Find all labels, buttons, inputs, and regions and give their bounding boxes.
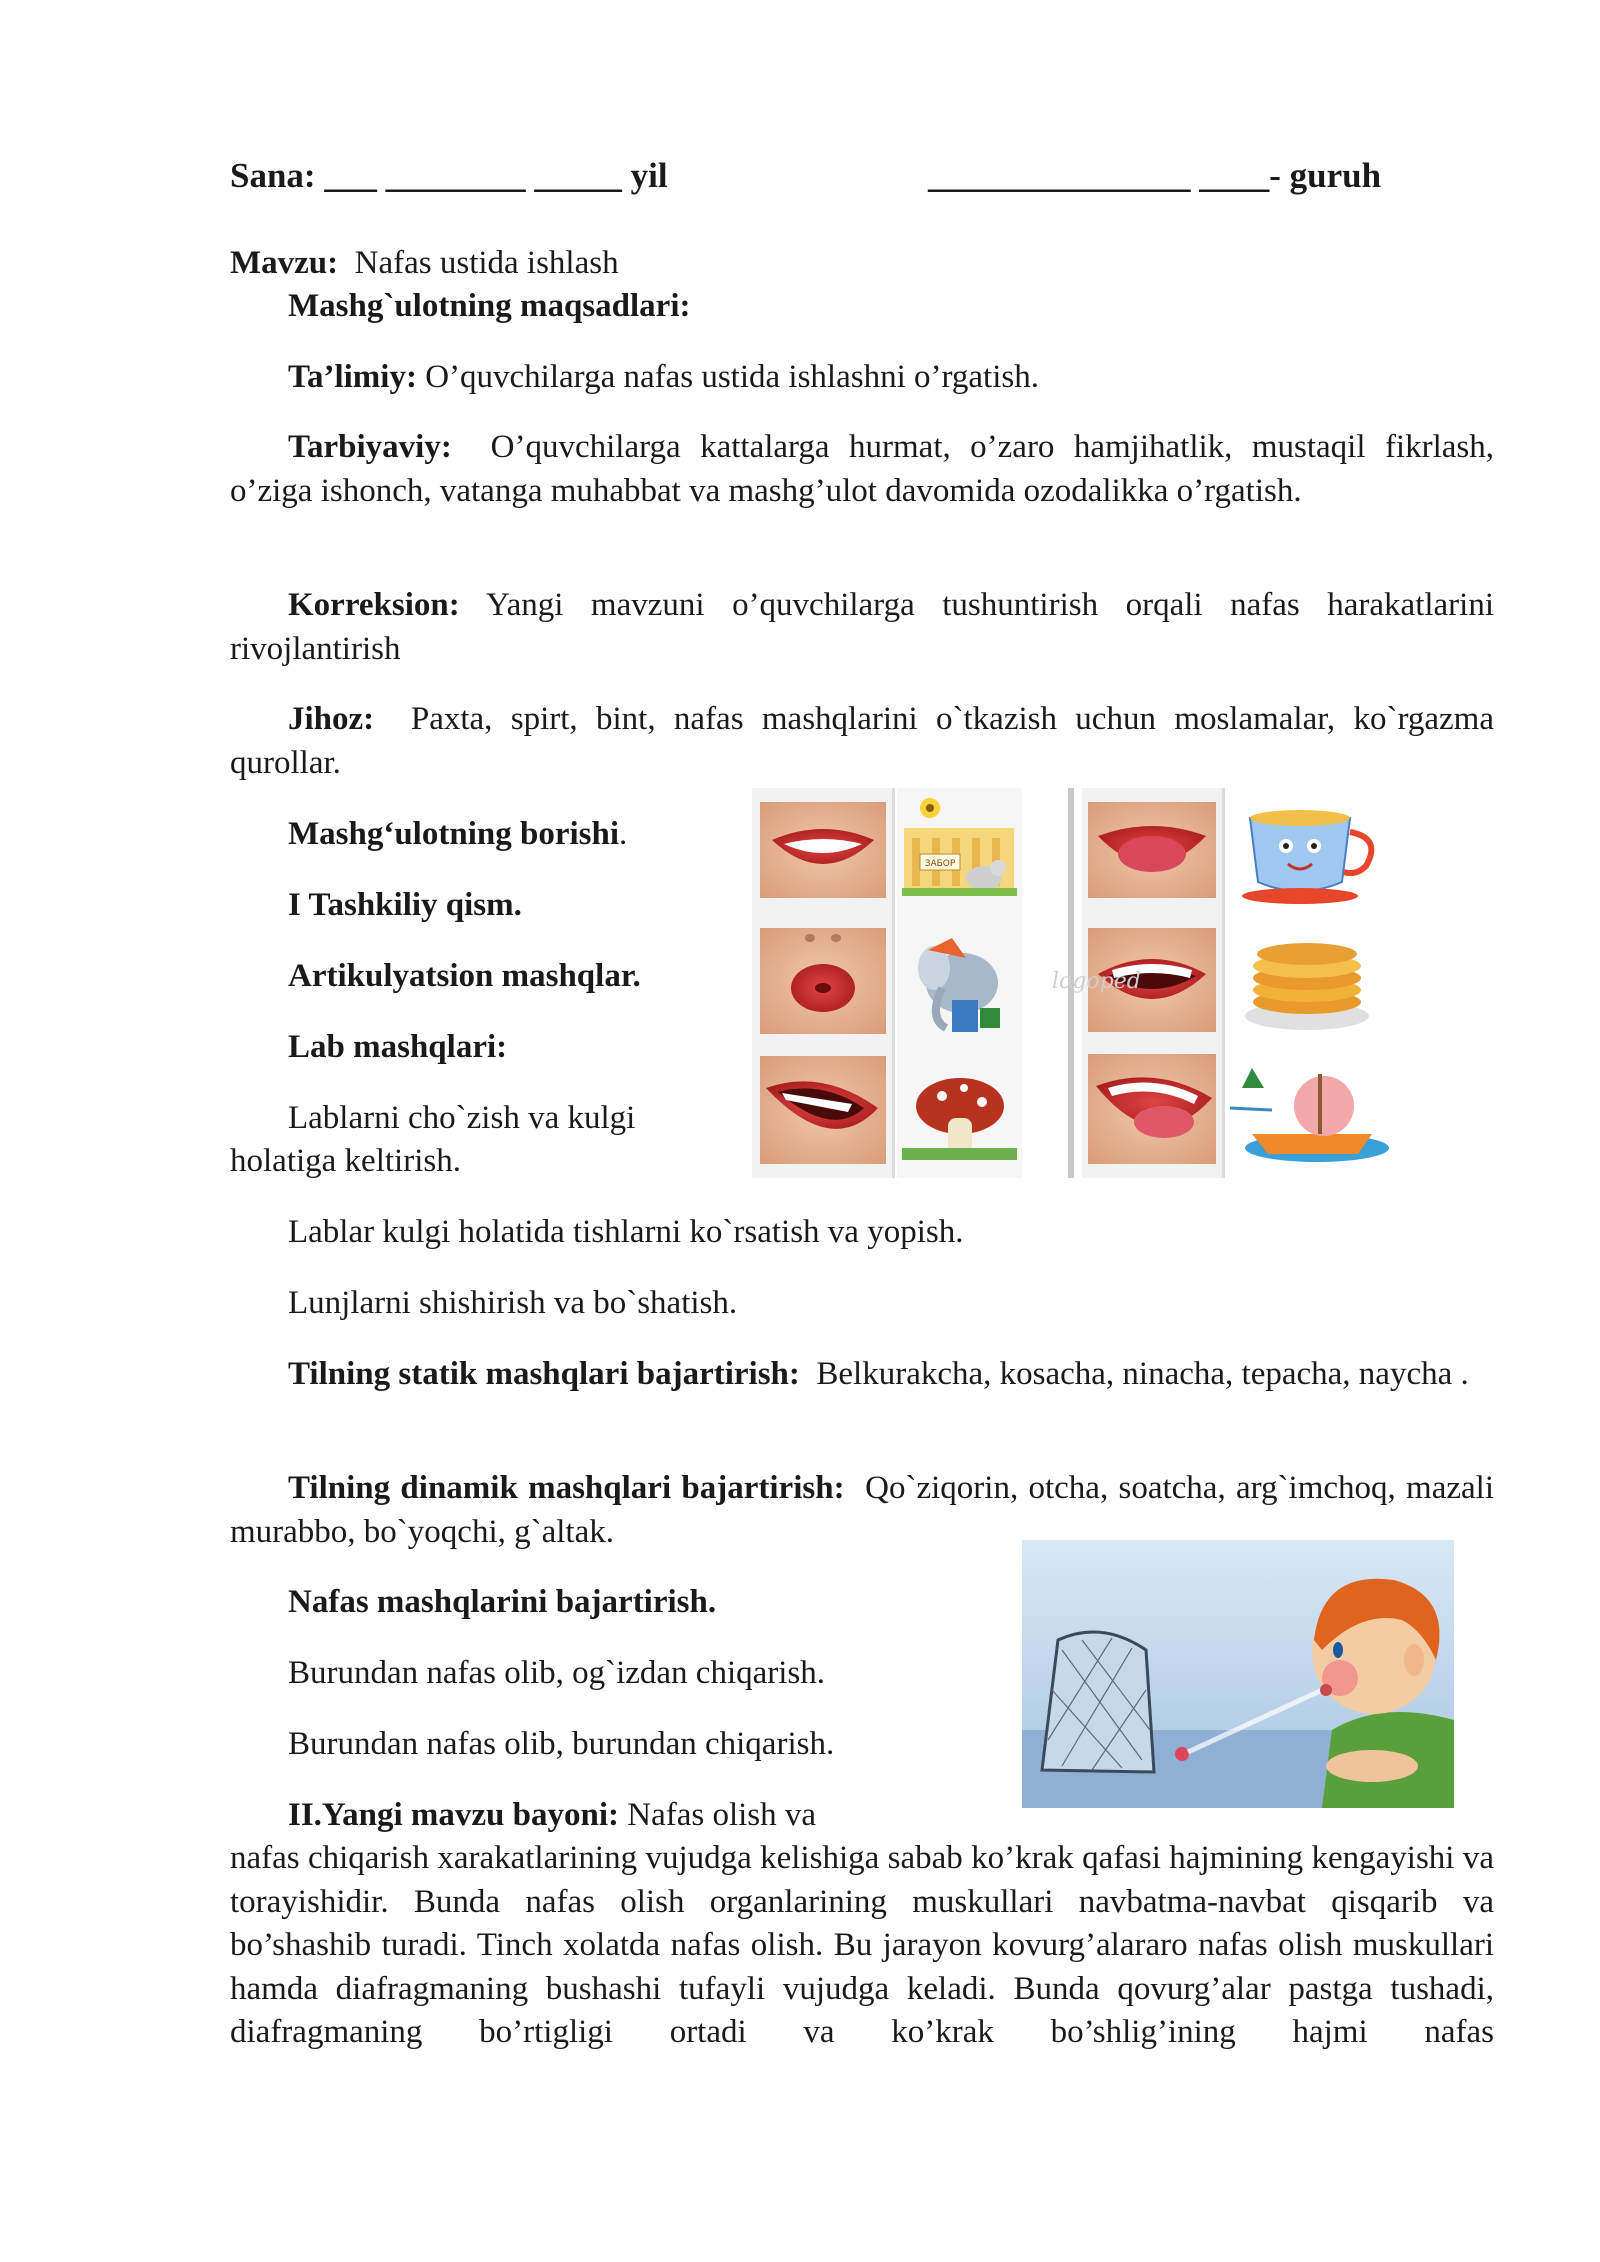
goals-heading: Mashg`ulotning maqsadlari: [288,288,691,324]
pancakes-picture [1245,943,1369,1030]
progress-dot: . [619,816,628,852]
group-label: - guruh [1269,156,1382,195]
tongue-static [230,1353,1494,1397]
breathing-heading: Nafas mashqlarini bajartirish. [288,1584,717,1620]
lip-exercise-3: Lunjlarni shishirish va bo`shatish. [288,1285,738,1321]
date-label: Sana: [230,156,316,195]
articulation-collage [752,788,1407,1178]
tongue-static-label: Tilning statik mashqlari bajartirish: [288,1356,800,1392]
equipment [230,698,1494,785]
progress-label: Mashg‘ulotning borishi [288,816,619,852]
part2-first-line [288,1794,816,1837]
lip-exercise-2: Lablar kulgi holatida tishlarni ko`rsatish va yopish. [288,1214,964,1250]
boy-blowing-picture [1022,1540,1454,1808]
educational-goal [288,356,1039,399]
group-blanks: _______________ ____ [928,156,1270,195]
date-line [230,152,668,200]
topic-label: Mavzu: [230,245,339,281]
upbringing-text: O’quvchilarga kattalarga hurmat, o’zaro hamjihatlik, mustaqil fikrlash, o’ziga ishonch, vatanga muhabbat va mashg’ulot davomida ozodalikka o’rgatish. [230,429,1494,509]
upbringing-goal [230,426,1494,513]
tongue-dynamic-text: Qo`ziqorin, otcha, soatcha, arg`imchoq, mazali murabbo, bo`yoqchi, g`altak. [230,1470,1494,1550]
watermark: logoped [1052,969,1141,994]
part2-first-text: Nafas olish va [627,1797,817,1833]
equipment-text: Paxta, spirt, bint, nafas mashqlarini o`tkazish uchun moslamalar, ko`rgazma qurollar. [230,701,1494,781]
topic-line [230,242,619,285]
breathing-exercise-2: Burundan nafas olib, burundan chiqarish. [288,1726,835,1762]
mouth-open-1 [760,1056,886,1164]
breathing-exercise-1: Burundan nafas olib, og`izdan chiqarish. [288,1655,826,1691]
part2-label: II.Yangi mavzu bayoni: [288,1797,619,1833]
tongue-dynamic-label: Tilning dinamik mashqlari bajartirish: [288,1470,845,1506]
date-blanks: ___ ________ _____ [324,156,622,195]
boy-image [1022,1540,1454,1808]
articulation-heading: Artikulyatsion mashqlar. [288,958,641,994]
educational-text: O’quvchilarga nafas ustida ishlashni o’rgatish. [425,359,1039,395]
part1-heading: I Tashkiliy qism. [288,887,522,923]
upbringing-label: Tarbiyaviy: [288,429,452,465]
mouth-kiss [760,928,886,1034]
correction-label: Korreksion: [288,587,460,623]
mouth-smile-1 [760,802,886,898]
mouth-tongue-lick [1088,1054,1216,1164]
collage-image [752,788,1407,1178]
lip-heading: Lab mashqlari: [288,1029,508,1065]
progress-heading [288,813,627,856]
topic-value: Nafas ustida ishlash [354,245,619,281]
correction-goal [230,584,1494,671]
mouth-tongue-up [1088,802,1216,898]
fence-sign-text: ЗАБОР [924,859,956,869]
group-line [928,152,1381,200]
year-label: yil [630,156,668,195]
lip-exercise-1a: Lablarni cho`zish va kulgi [288,1100,636,1136]
lip-exercise-1b: holatiga keltirish. [230,1143,461,1179]
tongue-static-text: Belkurakcha, kosacha, ninacha, tepacha, naycha . [816,1356,1469,1392]
part2-body: nafas chiqarish xarakatlarining vujudga kelishiga sabab ko’krak qafasi hajmining kengayishi va torayishidir. Bunda nafas olish organlarining muskullari navbatma-navbat qisqarib va bo’shashib turadi. Tinch xolatda nafas olish. Bu jarayon kovurg’alararo nafas olish muskullari hamda diafragmaning bushashi tufayli vujudga keladi. Bunda qovurg’alar pastga tushadi, diafragmaning bo’rtigligi ortadi va ko’krak bo’shlig’ining hajmi nafas [230,1840,1494,2050]
correction-text: Yangi mavzuni o’quvchilarga tushuntirish orqali nafas harakatlarini rivojlantirish [230,587,1495,667]
equipment-label: Jihoz: [288,701,375,737]
educational-label: Ta’limiy: [288,359,417,395]
